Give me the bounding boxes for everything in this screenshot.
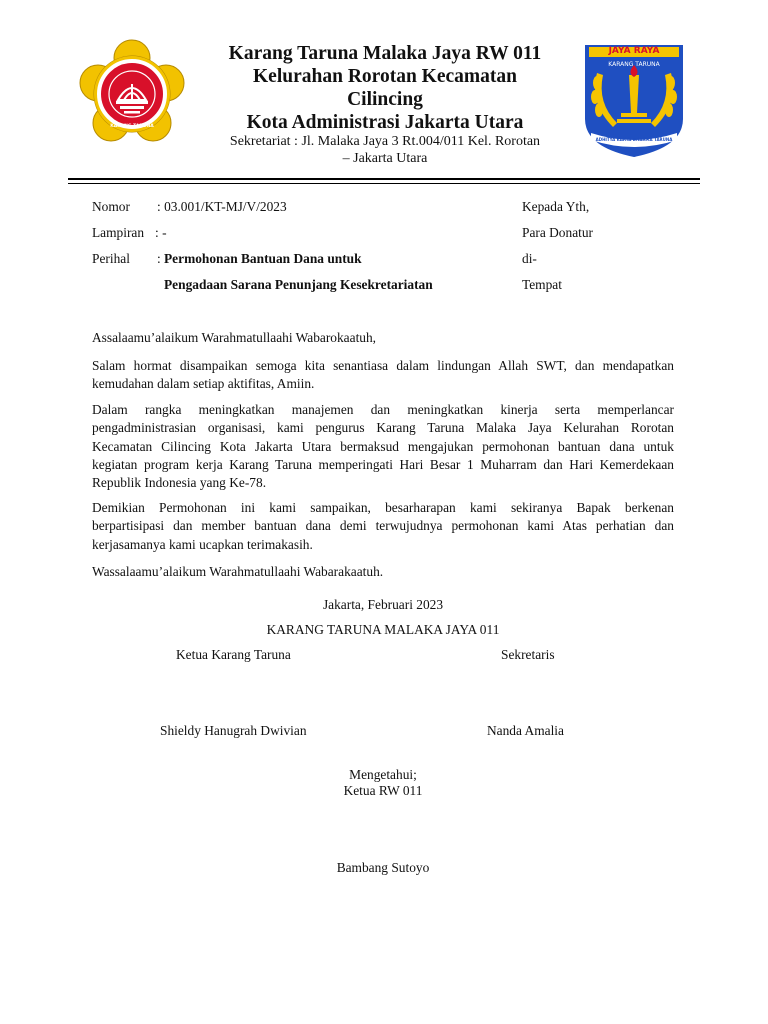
nomor-label: Nomor (92, 199, 130, 214)
paragraph-3-line1: Demikian Permohonan ini kami sampaikan, besarharapan kami sekiranya Bapak berkenan (92, 500, 674, 515)
perihal-line2: Pengadaan Sarana Penunjang Kesekretariatan (164, 277, 433, 292)
right-logo-ribbon-text: ADHITYA KARYA DHARMA TARUNA (595, 137, 673, 142)
paragraph-3-line2: berpartisipasi dan member bantuan dana demi terwujudnya permohonan kami Atas perhatian dan (92, 518, 674, 534)
org-name-line1: Karang Taruna Malaka Jaya RW 011 (228, 43, 542, 64)
signature-org: KARANG TARUNA MALAKA JAYA 011 (266, 622, 500, 637)
karang-taruna-emblem-icon (75, 37, 189, 151)
perihal-line1: Permohonan Bantuan Dana untuk (164, 251, 362, 266)
place-date: Jakarta, Februari 2023 (322, 597, 444, 612)
recipient-line3: di- (522, 251, 537, 266)
right-logo (583, 43, 685, 159)
greeting: Assalaamu’alaikum Warahmatullaahi Wabarokaatuh, (92, 330, 377, 345)
paragraph-3-line3: kerjasamanya kami ucapkan terimakasih. (92, 536, 313, 552)
acknowledge-name: Bambang Sutoyo (336, 860, 430, 875)
right-signer-name: Nanda Amalia (487, 723, 564, 738)
address-line2: – Jakarta Utara (342, 151, 428, 166)
paragraph-2-line2: pengadministrasian organisasi, kami pengurus Karang Taruna Malaka Jaya Kelurahan Rorotan (92, 420, 674, 436)
perihal-colon: : (157, 251, 161, 266)
paragraph-2-line1: Dalam rangka meningkatkan manajemen dan meningkatkan kinerja serta memperlancar (92, 402, 674, 417)
nomor-value: : 03.001/KT-MJ/V/2023 (157, 199, 287, 214)
left-logo (75, 37, 189, 151)
lampiran-label: Lampiran (92, 225, 145, 240)
address-line1: Sekretariat : Jl. Malaka Jaya 3 Rt.004/011 Kel. Rorotan (229, 134, 541, 149)
paragraph-1-line2: kemudahan dalam setiap aktifitas, Amiin. (92, 376, 315, 392)
paragraph-2-line3: Kecamatan Cilincing Kota Jakarta Utara bermaksud mengajukan permohonan bantuan dana untuk (92, 438, 674, 454)
paragraph-1 (92, 357, 674, 394)
right-logo-top-text: JAYA RAYA (608, 46, 660, 56)
org-name-line3: Cilincing (347, 89, 423, 110)
acknowledge-role: Ketua RW 011 (343, 783, 423, 798)
paragraph-3 (92, 499, 674, 554)
right-logo-mid-text: KARANG TARUNA (608, 61, 660, 68)
paragraph-2-line4: kegiatan program kerja Karang Taruna memperingati Hari Besar 1 Muharram dan Hari Kemerdekaan (92, 456, 674, 472)
closing: Wassalaamu’alaikum Warahmatullaahi Wabarakaatuh. (92, 564, 384, 579)
recipient-line4: Tempat (522, 277, 562, 292)
paragraph-2 (92, 401, 674, 492)
paragraph-2-line5: Republik Indonesia yang Ke-78. (92, 475, 267, 491)
recipient-line1: Kepada Yth, (522, 199, 590, 214)
org-name-line2: Kelurahan Rorotan Kecamatan (253, 66, 517, 87)
right-signer-role: Sekretaris (501, 647, 555, 662)
left-signer-role: Ketua Karang Taruna (176, 647, 291, 662)
left-logo-ring-text: KARANG TARUNA (110, 124, 154, 129)
paragraph-1-line1: Salam hormat disampaikan semoga kita senantiasa dalam lindungan Allah SWT, dan mendapatkan (92, 358, 674, 373)
recipient-line2: Para Donatur (522, 225, 594, 240)
header-rule-thick (68, 178, 700, 180)
left-signer-name: Shieldy Hanugrah Dwivian (160, 723, 307, 738)
header-rule-thin (68, 183, 700, 184)
lampiran-value: : - (155, 225, 167, 240)
perihal-label: Perihal (92, 251, 130, 266)
acknowledge-label: Mengetahui; (349, 767, 417, 782)
org-name-line4: Kota Administrasi Jakarta Utara (246, 112, 524, 133)
